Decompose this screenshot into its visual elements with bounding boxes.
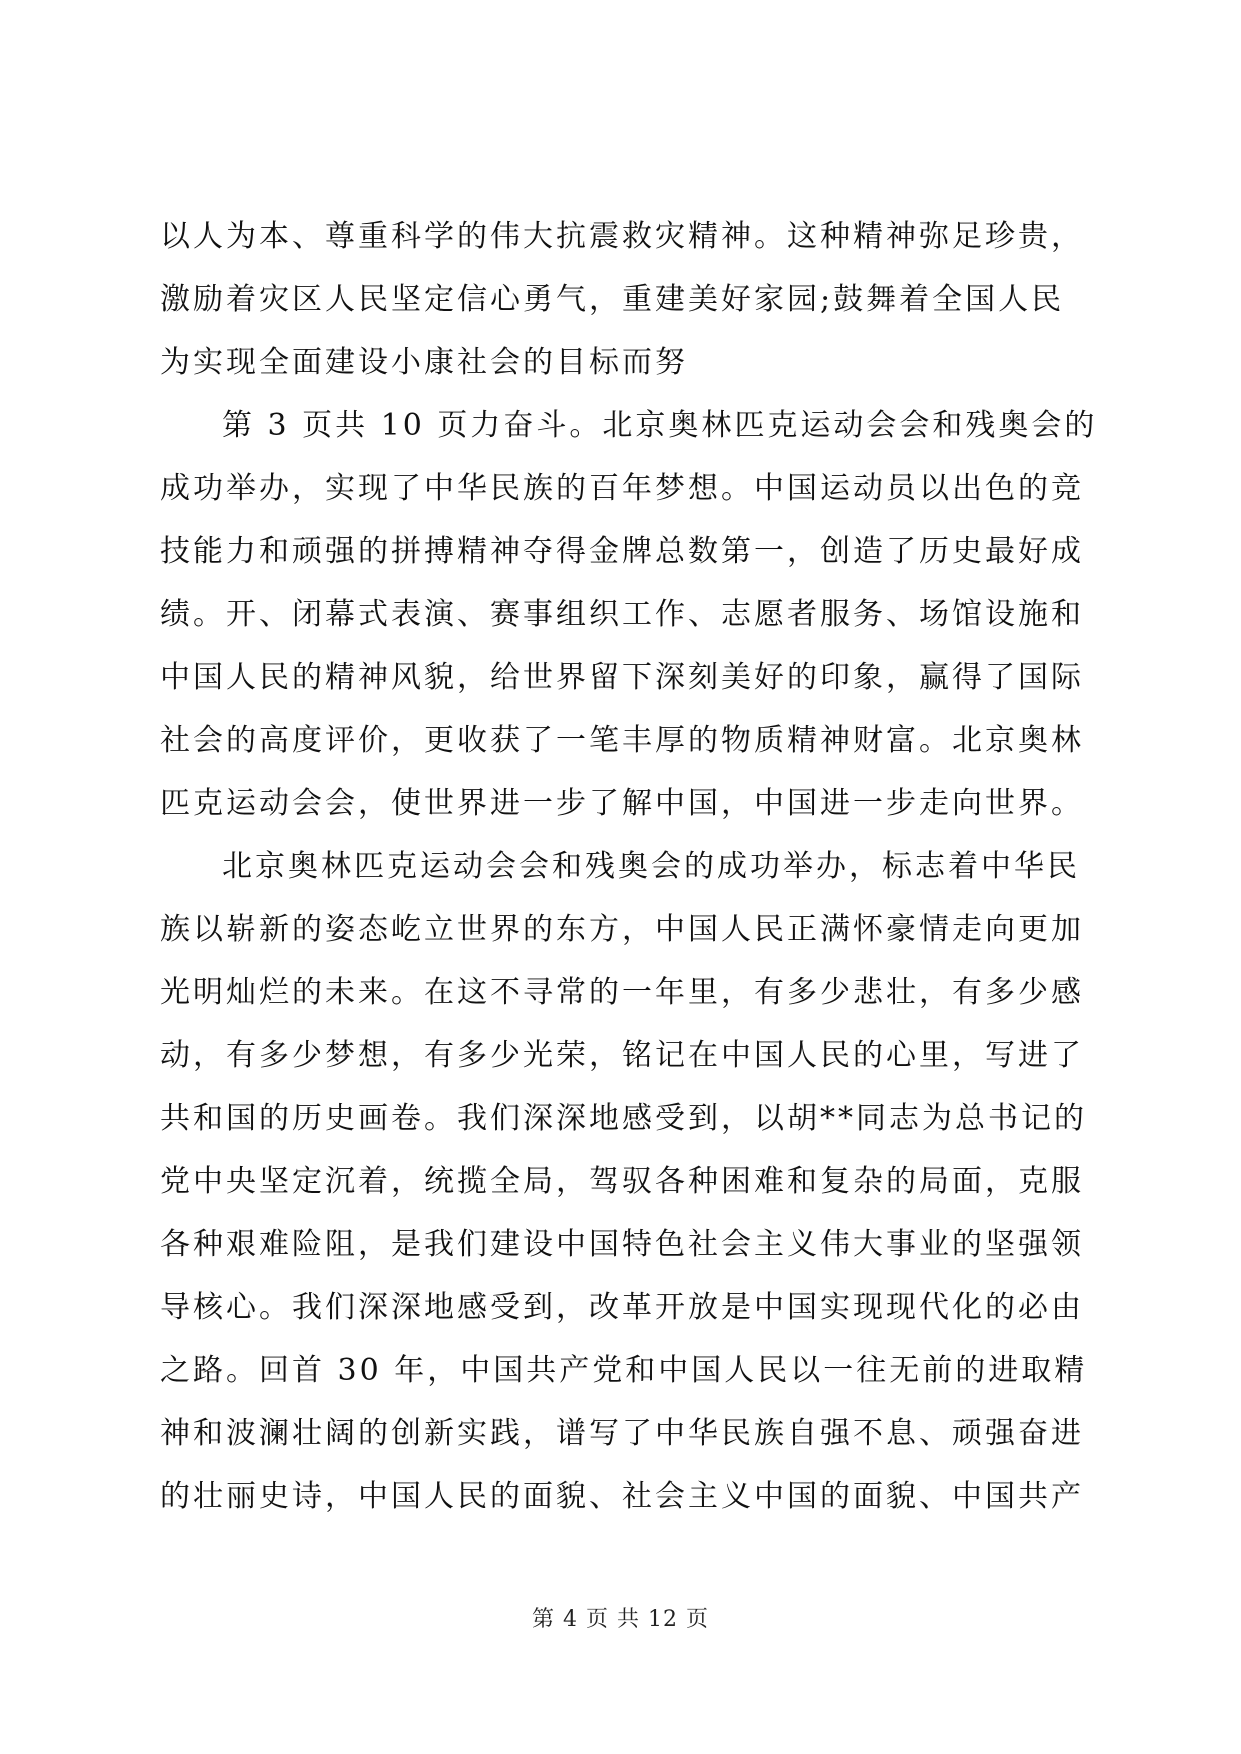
text-line: 之路。回首 30 年，中国共产党和中国人民以一往无前的进取精 — [160, 1353, 1088, 1388]
text-line: 各种艰难险阻，是我们建设中国特色社会主义伟大事业的坚强领 — [160, 1227, 1084, 1262]
text-line: 族以崭新的姿态屹立世界的东方，中国人民正满怀豪情走向更加 — [160, 912, 1084, 947]
paragraph-1 — [160, 205, 1082, 394]
text-line: 党中央坚定沉着，统揽全局，驾驭各种困难和复杂的局面，克服 — [160, 1164, 1084, 1199]
paragraph-3 — [160, 835, 1088, 1528]
text-line: 成功举办，实现了中华民族的百年梦想。中国运动员以出色的竞 — [160, 471, 1084, 506]
text-line: 共和国的历史画卷。我们深深地感受到，以胡**同志为总书记的 — [160, 1101, 1087, 1136]
text-line: 绩。开、闭幕式表演、赛事组织工作、志愿者服务、场馆设施和 — [160, 597, 1084, 632]
text-line: 第 3 页共 10 页力奋斗。北京奥林匹克运动会会和残奥会的 — [222, 408, 1098, 443]
text-line: 动，有多少梦想，有多少光荣，铭记在中国人民的心里，写进了 — [160, 1038, 1084, 1073]
page-number-footer: 第 4 页 共 12 页 — [532, 1607, 709, 1632]
text-line: 北京奥林匹克运动会会和残奥会的成功举办，标志着中华民 — [222, 849, 1080, 884]
text-line: 神和波澜壮阔的创新实践，谱写了中华民族自强不息、顽强奋进 — [160, 1416, 1084, 1451]
paragraph-2 — [160, 394, 1098, 835]
text-line: 匹克运动会会，使世界进一步了解中国，中国进一步走向世界。 — [160, 786, 1084, 821]
text-line: 的壮丽史诗，中国人民的面貌、社会主义中国的面貌、中国共产 — [160, 1479, 1084, 1514]
text-line: 技能力和顽强的拼搏精神夺得金牌总数第一，创造了历史最好成 — [160, 534, 1084, 569]
text-line: 社会的高度评价，更收获了一笔丰厚的物质精神财富。北京奥林 — [160, 723, 1084, 758]
text-line: 中国人民的精神风貌，给世界留下深刻美好的印象，赢得了国际 — [160, 660, 1084, 695]
text-line: 光明灿烂的未来。在这不寻常的一年里，有多少悲壮，有多少感 — [160, 975, 1084, 1010]
text-line: 以人为本、尊重科学的伟大抗震救灾精神。这种精神弥足珍贵， — [160, 219, 1084, 254]
document-body — [160, 205, 1098, 1528]
text-line: 导核心。我们深深地感受到，改革开放是中国实现现代化的必由 — [160, 1290, 1084, 1325]
text-line: 激励着灾区人民坚定信心勇气，重建美好家园;鼓舞着全国人民 — [160, 282, 1065, 317]
text-line: 为实现全面建设小康社会的目标而努 — [160, 345, 688, 380]
